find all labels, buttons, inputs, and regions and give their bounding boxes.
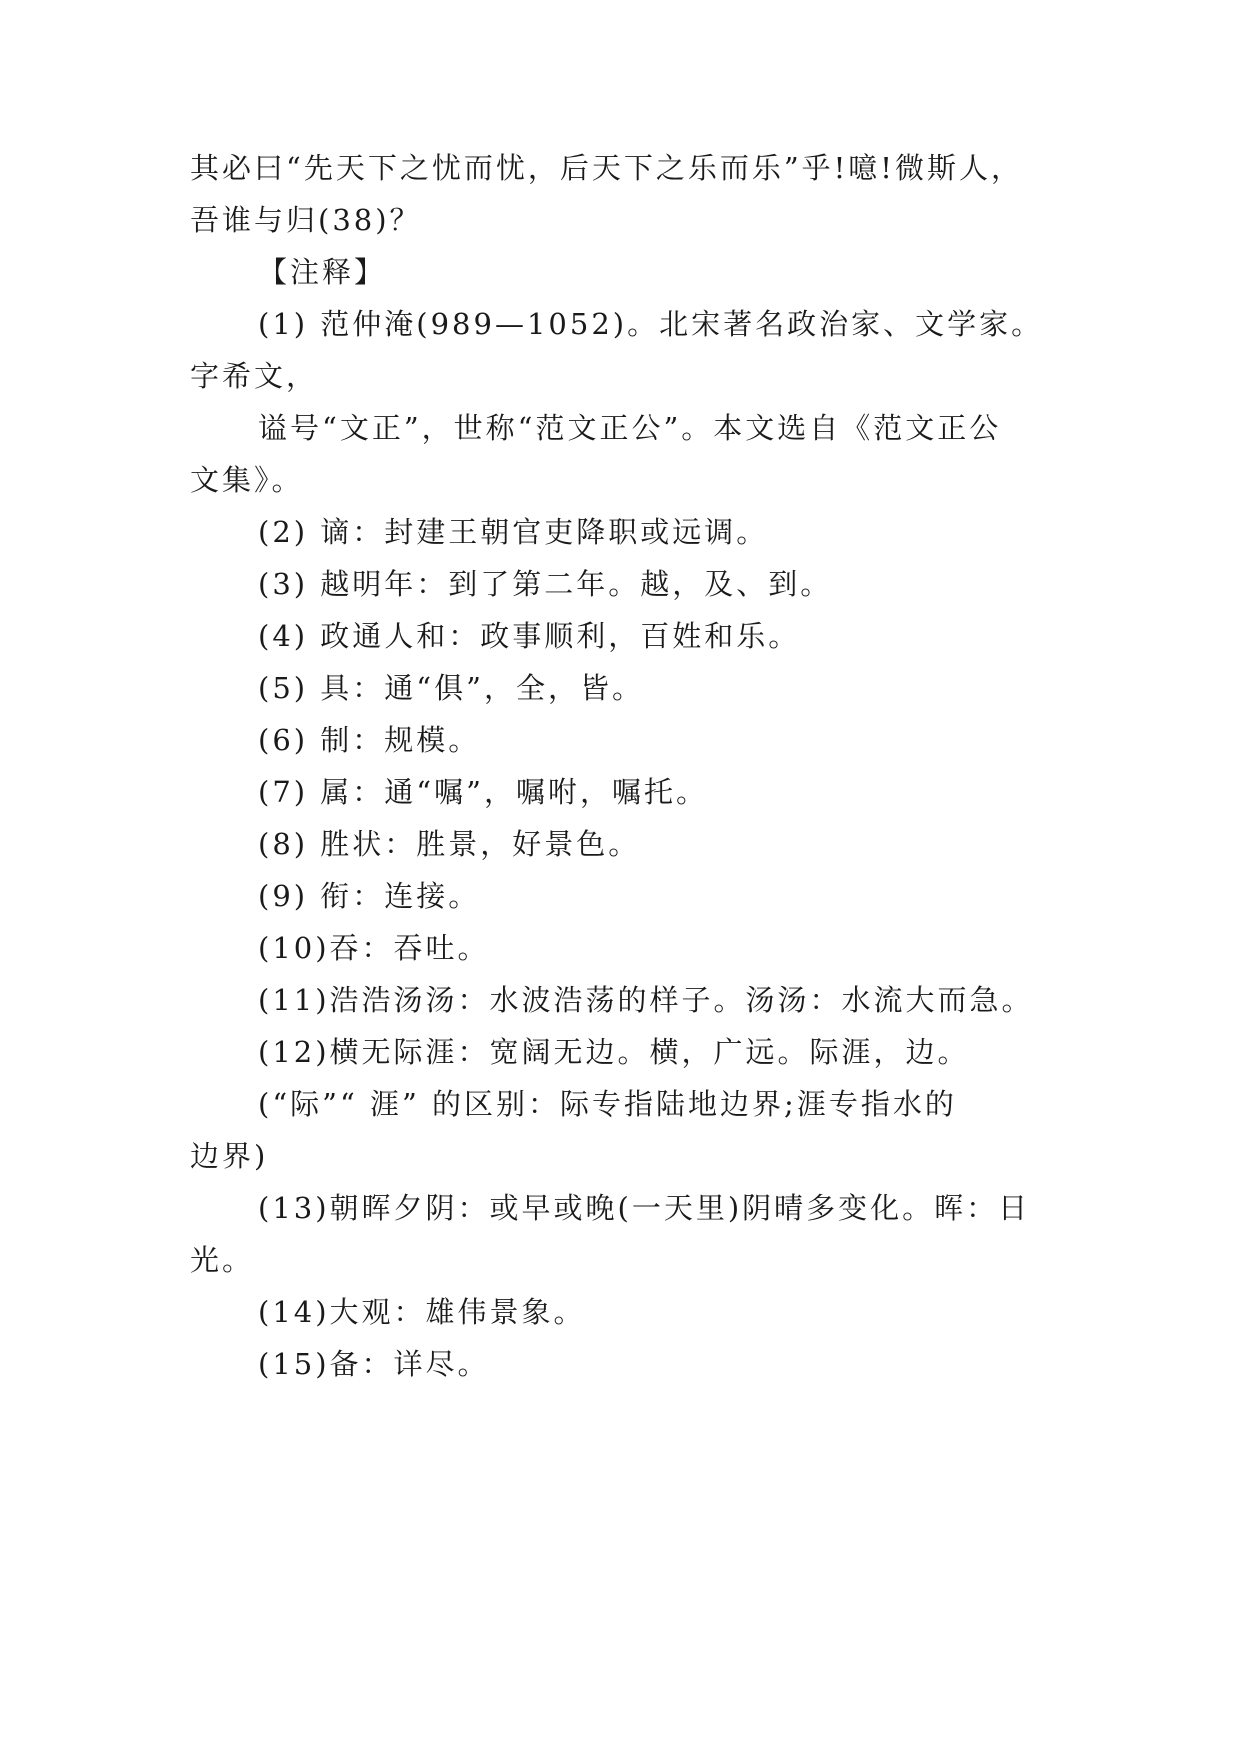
note-line: (1) 范仲淹(989—1052)。北宋著名政治家、文学家。 — [258, 307, 1044, 341]
note-line: 字希文， — [190, 359, 319, 393]
note-line: (9) 衔：连接。 — [258, 879, 481, 913]
note-line: 光。 — [190, 1243, 255, 1277]
note-line: (2) 谪：封建王朝官吏降职或远调。 — [258, 515, 769, 549]
body-text-line: 吾谁与归(38)？ — [190, 203, 422, 237]
note-line: (“际”“ 涯” 的区别：际专指陆地边界;涯专指水的 — [258, 1087, 957, 1121]
note-line: (10)吞：吞吐。 — [258, 931, 490, 965]
note-line: 文集》。 — [190, 463, 304, 497]
note-line: 谥号“文正”，世称“范文正公”。本文选自《范文正公 — [258, 411, 1002, 445]
note-line: (4) 政通人和：政事顺利，百姓和乐。 — [258, 619, 801, 653]
note-line: (14)大观：雄伟景象。 — [258, 1295, 586, 1329]
note-line: (6) 制：规模。 — [258, 723, 481, 757]
note-line: (15)备：详尽。 — [258, 1347, 490, 1381]
note-line: (7) 属：通“嘱”，嘱咐，嘱托。 — [258, 775, 708, 809]
body-text-line: 其必曰“先天下之忧而忧，后天下之乐而乐”乎!噫!微斯人， — [190, 151, 1023, 185]
note-line: (11)浩浩汤汤：水波浩荡的样子。汤汤：水流大而急。 — [258, 983, 1034, 1017]
note-line: 边界) — [190, 1139, 269, 1173]
note-line: (13)朝晖夕阴：或早或晚(一天里)阴晴多变化。晖：日 — [258, 1191, 1031, 1225]
note-line: (12)横无际涯：宽阔无边。横，广远。际涯，边。 — [258, 1035, 970, 1069]
note-line: (8) 胜状：胜景，好景色。 — [258, 827, 641, 861]
section-heading: 【注释】 — [258, 255, 387, 289]
note-line: (5) 具：通“俱”，全，皆。 — [258, 671, 644, 705]
note-line: (3) 越明年：到了第二年。越，及、到。 — [258, 567, 833, 601]
